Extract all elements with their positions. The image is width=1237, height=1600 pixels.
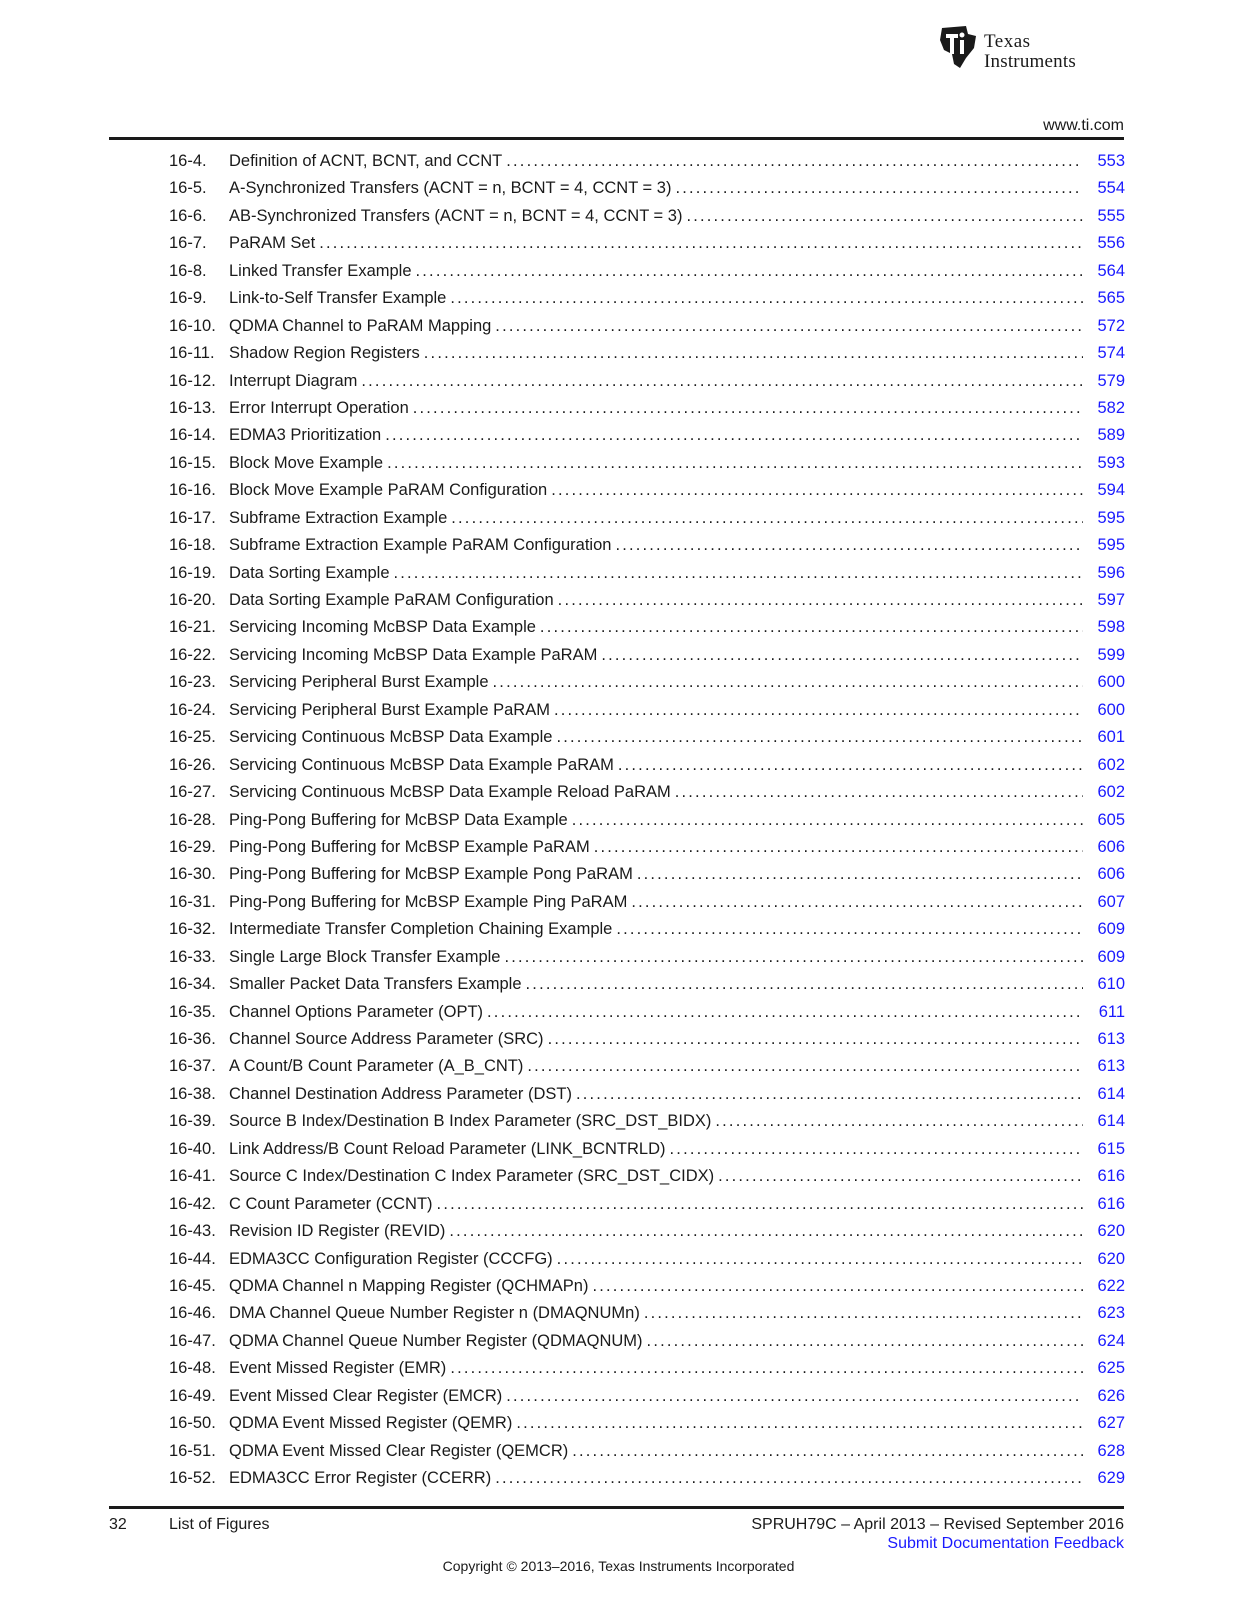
toc-entry[interactable] bbox=[169, 230, 1125, 257]
toc-entry[interactable] bbox=[169, 944, 1125, 971]
figure-title[interactable]: Servicing Incoming McBSP Data Example bbox=[229, 618, 536, 637]
toc-entry[interactable] bbox=[169, 505, 1125, 532]
toc-entry[interactable] bbox=[169, 669, 1125, 696]
dot-leader bbox=[449, 1218, 1083, 1245]
figure-number: 16-5. bbox=[169, 179, 207, 198]
figure-title[interactable]: C Count Parameter (CCNT) bbox=[229, 1194, 433, 1213]
toc-entry[interactable] bbox=[169, 1300, 1125, 1327]
figure-number: 16-12. bbox=[169, 371, 216, 390]
toc-entry[interactable] bbox=[169, 395, 1125, 422]
dot-leader bbox=[647, 1328, 1083, 1355]
dot-leader bbox=[592, 1273, 1083, 1300]
toc-entry[interactable] bbox=[169, 148, 1125, 175]
page-link[interactable]: 628 bbox=[1097, 1441, 1125, 1460]
figure-title[interactable]: Ping-Pong Buffering for McBSP Example Pong PaRAM bbox=[229, 865, 633, 884]
toc-entry[interactable] bbox=[169, 889, 1125, 916]
ti-wordmark bbox=[984, 32, 1076, 71]
dot-leader bbox=[504, 944, 1083, 971]
figure-title[interactable]: QDMA Event Missed Clear Register (QEMCR) bbox=[229, 1441, 569, 1460]
dot-leader bbox=[557, 1246, 1083, 1273]
dot-leader bbox=[487, 999, 1083, 1026]
dot-leader bbox=[637, 861, 1083, 888]
page-link[interactable]: 620 bbox=[1097, 1222, 1125, 1241]
figure-title[interactable]: Servicing Continuous McBSP Data Example Reload PaRAM bbox=[229, 783, 671, 802]
figure-number: 16-37. bbox=[169, 1057, 216, 1076]
dot-leader bbox=[572, 807, 1083, 834]
dot-leader bbox=[615, 532, 1083, 559]
figure-title[interactable]: Source B Index/Destination B Index Parameter (SRC_DST_BIDX) bbox=[229, 1112, 712, 1131]
logo-line1: Texas bbox=[984, 31, 1031, 52]
dot-leader bbox=[527, 1053, 1083, 1080]
page-link[interactable]: 574 bbox=[1097, 344, 1125, 363]
dot-leader bbox=[416, 258, 1083, 285]
figure-number: 16-40. bbox=[169, 1139, 216, 1158]
dot-leader bbox=[516, 1410, 1083, 1437]
figure-number: 16-45. bbox=[169, 1276, 216, 1295]
page-link[interactable]: 625 bbox=[1097, 1359, 1125, 1378]
page-link[interactable]: 554 bbox=[1097, 179, 1125, 198]
dot-leader bbox=[319, 230, 1083, 257]
figure-title[interactable]: Event Missed Register (EMR) bbox=[229, 1359, 447, 1378]
figure-number: 16-6. bbox=[169, 206, 207, 225]
figure-number: 16-11. bbox=[169, 344, 215, 363]
page-link[interactable]: 602 bbox=[1097, 755, 1125, 774]
page-link[interactable]: 602 bbox=[1097, 783, 1125, 802]
figure-title[interactable]: Servicing Continuous McBSP Data Example bbox=[229, 728, 553, 747]
figure-title[interactable]: QDMA Event Missed Register (QEMR) bbox=[229, 1414, 513, 1433]
figure-number: 16-24. bbox=[169, 700, 216, 719]
dot-leader bbox=[718, 1163, 1083, 1190]
toc-entry[interactable] bbox=[169, 1355, 1125, 1382]
figure-title[interactable]: Event Missed Clear Register (EMCR) bbox=[229, 1386, 503, 1405]
figure-number: 16-48. bbox=[169, 1359, 216, 1378]
page-link[interactable]: 610 bbox=[1097, 975, 1125, 994]
dot-leader bbox=[387, 450, 1083, 477]
toc-entry[interactable] bbox=[169, 1163, 1125, 1190]
page-link[interactable]: 564 bbox=[1097, 261, 1125, 280]
toc-entry[interactable] bbox=[169, 807, 1125, 834]
figure-title[interactable]: QDMA Channel n Mapping Register (QCHMAPn) bbox=[229, 1276, 589, 1295]
page-link[interactable]: 623 bbox=[1097, 1304, 1125, 1323]
dot-leader bbox=[576, 1081, 1083, 1108]
toc-entry[interactable] bbox=[169, 368, 1125, 395]
toc-entry[interactable] bbox=[169, 916, 1125, 943]
dot-leader bbox=[556, 724, 1083, 751]
site-url[interactable]: www.ti.com bbox=[1043, 117, 1124, 134]
toc-entry[interactable] bbox=[169, 1246, 1125, 1273]
figure-title[interactable]: Subframe Extraction Example bbox=[229, 508, 448, 527]
dot-leader bbox=[506, 148, 1083, 175]
toc-entry[interactable] bbox=[169, 313, 1125, 340]
page-link[interactable]: 553 bbox=[1097, 152, 1125, 170]
figure-title[interactable]: Link Address/B Count Reload Parameter (LINK_BCNTRLD) bbox=[229, 1139, 666, 1158]
toc-entry[interactable] bbox=[169, 1438, 1125, 1465]
dot-leader bbox=[675, 779, 1083, 806]
dot-leader bbox=[437, 1191, 1083, 1218]
figure-number: 16-30. bbox=[169, 865, 216, 884]
figure-title[interactable]: Servicing Incoming McBSP Data Example PaRAM bbox=[229, 645, 598, 664]
figure-title[interactable]: Subframe Extraction Example PaRAM Configuration bbox=[229, 536, 612, 555]
toc-entry[interactable] bbox=[169, 1108, 1125, 1135]
dot-leader bbox=[686, 203, 1083, 230]
figure-title[interactable]: Channel Destination Address Parameter (DST) bbox=[229, 1084, 572, 1103]
figure-title[interactable]: Source C Index/Destination C Index Parameter (SRC_DST_CIDX) bbox=[229, 1167, 715, 1186]
section-title: List of Figures bbox=[169, 1516, 270, 1533]
figure-title[interactable]: DMA Channel Queue Number Register n (DMAQNUMn) bbox=[229, 1304, 640, 1323]
toc-entry[interactable] bbox=[169, 614, 1125, 641]
figure-title[interactable]: Channel Options Parameter (OPT) bbox=[229, 1002, 484, 1021]
figure-title[interactable]: Block Move Example PaRAM Configuration bbox=[229, 481, 548, 500]
toc-entry[interactable] bbox=[169, 724, 1125, 751]
dot-leader bbox=[558, 587, 1083, 614]
ti-logo bbox=[936, 24, 1126, 70]
figure-number: 16-31. bbox=[169, 892, 216, 911]
dot-leader bbox=[540, 614, 1083, 641]
figure-number: 16-15. bbox=[169, 453, 216, 472]
figure-number: 16-27. bbox=[169, 783, 216, 802]
figure-title[interactable]: Definition of ACNT, BCNT, and CCNT bbox=[229, 152, 503, 170]
page-link[interactable]: 613 bbox=[1097, 1057, 1125, 1076]
figure-title[interactable]: Block Move Example bbox=[229, 453, 384, 472]
dot-leader bbox=[450, 1355, 1083, 1382]
dot-leader bbox=[631, 889, 1083, 916]
dot-leader bbox=[616, 916, 1083, 943]
figure-title[interactable]: EDMA3CC Error Register (CCERR) bbox=[229, 1469, 492, 1487]
toc-entry[interactable] bbox=[169, 1465, 1125, 1492]
page-link[interactable]: 598 bbox=[1097, 618, 1125, 637]
figure-title[interactable]: QDMA Channel to PaRAM Mapping bbox=[229, 316, 492, 335]
figure-title[interactable]: Servicing Peripheral Burst Example bbox=[229, 673, 489, 692]
figure-number: 16-51. bbox=[169, 1441, 216, 1460]
page-link[interactable]: 555 bbox=[1097, 206, 1125, 225]
page-link[interactable]: 601 bbox=[1097, 728, 1125, 747]
dot-leader bbox=[601, 642, 1083, 669]
page-number: 32 bbox=[109, 1516, 127, 1533]
figure-number: 16-46. bbox=[169, 1304, 216, 1323]
figure-number: 16-10. bbox=[169, 316, 216, 335]
figure-title[interactable]: Intermediate Transfer Completion Chaining Example bbox=[229, 920, 613, 939]
dot-leader bbox=[493, 669, 1083, 696]
toc-entry[interactable] bbox=[169, 258, 1125, 285]
figure-number: 16-34. bbox=[169, 975, 216, 994]
dot-leader bbox=[495, 1465, 1083, 1492]
page-link[interactable]: 627 bbox=[1097, 1414, 1125, 1433]
page-link[interactable]: 565 bbox=[1097, 289, 1125, 308]
figure-title[interactable]: EDMA3CC Configuration Register (CCCFG) bbox=[229, 1249, 553, 1268]
page-link[interactable]: 582 bbox=[1097, 398, 1125, 417]
dot-leader bbox=[451, 505, 1083, 532]
figure-number: 16-14. bbox=[169, 426, 216, 445]
page-link[interactable]: 613 bbox=[1097, 1030, 1125, 1048]
toc-entry[interactable] bbox=[169, 340, 1125, 367]
figure-title[interactable]: Smaller Packet Data Transfers Example bbox=[229, 975, 522, 994]
figure-title[interactable]: PaRAM Set bbox=[229, 234, 316, 253]
figure-title[interactable]: Data Sorting Example bbox=[229, 563, 390, 582]
page-link[interactable]: 589 bbox=[1097, 426, 1125, 445]
page-link[interactable]: 600 bbox=[1097, 673, 1125, 692]
copyright: Copyright © 2013–2016, Texas Instruments Incorporated bbox=[442, 1558, 795, 1574]
figure-number: 16-36. bbox=[169, 1030, 216, 1048]
page-link[interactable]: 626 bbox=[1097, 1386, 1125, 1405]
figure-number: 16-32. bbox=[169, 920, 216, 939]
dot-leader bbox=[413, 395, 1083, 422]
figure-number: 16-8. bbox=[169, 261, 207, 280]
page-link[interactable]: 599 bbox=[1097, 645, 1125, 664]
figure-number: 16-43. bbox=[169, 1222, 216, 1241]
toc-entry[interactable] bbox=[169, 560, 1125, 587]
feedback-link[interactable]: Submit Documentation Feedback bbox=[887, 1535, 1124, 1552]
dot-leader bbox=[594, 834, 1083, 861]
figure-number: 16-22. bbox=[169, 645, 216, 664]
figure-title[interactable]: Interrupt Diagram bbox=[229, 371, 358, 390]
figure-title[interactable]: Ping-Pong Buffering for McBSP Example PaRAM bbox=[229, 837, 590, 856]
page-link[interactable]: 596 bbox=[1097, 563, 1125, 582]
figure-title[interactable]: Servicing Continuous McBSP Data Example PaRAM bbox=[229, 755, 614, 774]
toc-entry[interactable] bbox=[169, 642, 1125, 669]
figure-title[interactable]: Single Large Block Transfer Example bbox=[229, 947, 501, 966]
figure-number: 16-9. bbox=[169, 289, 207, 308]
figure-title[interactable]: AB-Synchronized Transfers (ACNT = n, BCNT = 4, CCNT = 3) bbox=[229, 206, 683, 225]
toc-entry[interactable] bbox=[169, 203, 1125, 230]
page-link[interactable]: 572 bbox=[1097, 316, 1125, 335]
figure-number: 16-17. bbox=[169, 508, 216, 527]
page-link[interactable]: 606 bbox=[1097, 837, 1125, 856]
figure-title[interactable]: A-Synchronized Transfers (ACNT = n, BCNT = 4, CCNT = 3) bbox=[229, 179, 672, 198]
toc-entry[interactable] bbox=[169, 999, 1125, 1026]
toc-entry[interactable] bbox=[169, 1053, 1125, 1080]
figure-number: 16-23. bbox=[169, 673, 216, 692]
toc-entry[interactable] bbox=[169, 697, 1125, 724]
figure-number: 16-28. bbox=[169, 810, 216, 829]
page-link[interactable]: 615 bbox=[1097, 1139, 1125, 1158]
footer-rule bbox=[109, 1506, 1124, 1509]
toc-entry[interactable] bbox=[169, 1136, 1125, 1163]
figure-title[interactable]: Revision ID Register (REVID) bbox=[229, 1222, 446, 1241]
dot-leader bbox=[644, 1300, 1083, 1327]
figure-number: 16-16. bbox=[169, 481, 216, 500]
toc-entry[interactable] bbox=[169, 1026, 1125, 1053]
toc-entry[interactable] bbox=[169, 450, 1125, 477]
figure-number: 16-19. bbox=[169, 563, 216, 582]
page-link[interactable]: 609 bbox=[1097, 947, 1125, 966]
page-link[interactable]: 607 bbox=[1097, 892, 1125, 911]
page-link[interactable]: 579 bbox=[1097, 371, 1125, 390]
figure-title[interactable]: QDMA Channel Queue Number Register (QDMAQNUM) bbox=[229, 1331, 643, 1350]
figure-number: 16-20. bbox=[169, 591, 216, 609]
page-link[interactable]: 605 bbox=[1097, 810, 1125, 829]
document-id: SPRUH79C – April 2013 – Revised September 2016 bbox=[751, 1516, 1124, 1533]
dot-leader bbox=[495, 313, 1083, 340]
logo-line2: Instruments bbox=[984, 51, 1076, 72]
figure-title[interactable]: Ping-Pong Buffering for McBSP Example Ping PaRAM bbox=[229, 892, 628, 911]
toc-entry[interactable] bbox=[169, 285, 1125, 312]
toc-entry[interactable] bbox=[169, 1273, 1125, 1300]
figure-number: 16-18. bbox=[169, 536, 216, 555]
page-link[interactable]: 629 bbox=[1097, 1469, 1125, 1487]
dot-leader bbox=[548, 1026, 1083, 1053]
page-link[interactable]: 624 bbox=[1097, 1331, 1125, 1350]
header-rule bbox=[109, 137, 1124, 140]
page-link[interactable]: 616 bbox=[1097, 1194, 1125, 1213]
figure-number: 16-21. bbox=[169, 618, 216, 637]
figure-title[interactable]: EDMA3 Prioritization bbox=[229, 426, 382, 445]
figure-number: 16-38. bbox=[169, 1084, 216, 1103]
figure-number: 16-42. bbox=[169, 1194, 216, 1213]
page-link[interactable]: 594 bbox=[1097, 481, 1125, 500]
figure-title[interactable]: Shadow Region Registers bbox=[229, 344, 420, 363]
toc-entry[interactable] bbox=[169, 1081, 1125, 1108]
toc-entry[interactable] bbox=[169, 587, 1125, 614]
page-link[interactable]: 606 bbox=[1097, 865, 1125, 884]
dot-leader bbox=[572, 1438, 1083, 1465]
figure-title[interactable]: Error Interrupt Operation bbox=[229, 398, 409, 417]
ti-logo-icon bbox=[936, 24, 980, 70]
page-link[interactable]: 556 bbox=[1097, 234, 1125, 253]
list-of-figures bbox=[169, 148, 1125, 1492]
page-link[interactable]: 609 bbox=[1097, 920, 1125, 939]
page-link[interactable]: 622 bbox=[1097, 1276, 1125, 1295]
toc-entry[interactable] bbox=[169, 1218, 1125, 1245]
page-link[interactable]: 614 bbox=[1097, 1112, 1125, 1131]
figure-number: 16-4. bbox=[169, 152, 207, 170]
dot-leader bbox=[618, 752, 1083, 779]
dot-leader bbox=[424, 340, 1083, 367]
toc-entry[interactable] bbox=[169, 1383, 1125, 1410]
figure-number: 16-29. bbox=[169, 837, 216, 856]
figure-number: 16-41. bbox=[169, 1167, 216, 1186]
page-link[interactable]: 614 bbox=[1097, 1084, 1125, 1103]
toc-entry[interactable] bbox=[169, 861, 1125, 888]
figure-number: 16-35. bbox=[169, 1002, 216, 1021]
dot-leader bbox=[551, 477, 1083, 504]
figure-title[interactable]: Linked Transfer Example bbox=[229, 261, 412, 280]
dot-leader bbox=[715, 1108, 1083, 1135]
toc-entry[interactable] bbox=[169, 1328, 1125, 1355]
figure-title[interactable]: Servicing Peripheral Burst Example PaRAM bbox=[229, 700, 550, 719]
toc-entry[interactable] bbox=[169, 422, 1125, 449]
toc-entry[interactable] bbox=[169, 1191, 1125, 1218]
dot-leader bbox=[670, 1136, 1083, 1163]
figure-number: 16-25. bbox=[169, 728, 216, 747]
figure-title[interactable]: Data Sorting Example PaRAM Configuration bbox=[229, 591, 554, 609]
figure-title[interactable]: Ping-Pong Buffering for McBSP Data Example bbox=[229, 810, 568, 829]
page-link[interactable]: 616 bbox=[1097, 1167, 1125, 1186]
page-link[interactable]: 611 bbox=[1098, 1002, 1125, 1021]
toc-entry[interactable] bbox=[169, 1410, 1125, 1437]
toc-entry[interactable] bbox=[169, 477, 1125, 504]
toc-entry[interactable] bbox=[169, 971, 1125, 998]
toc-entry[interactable] bbox=[169, 532, 1125, 559]
dot-leader bbox=[506, 1383, 1083, 1410]
dot-leader bbox=[361, 368, 1083, 395]
figure-title[interactable]: A Count/B Count Parameter (A_B_CNT) bbox=[229, 1057, 524, 1076]
figure-number: 16-50. bbox=[169, 1414, 216, 1433]
figure-number: 16-44. bbox=[169, 1249, 216, 1268]
dot-leader bbox=[450, 285, 1083, 312]
dot-leader bbox=[385, 422, 1083, 449]
dot-leader bbox=[675, 175, 1083, 202]
page-link[interactable]: 600 bbox=[1097, 700, 1125, 719]
figure-number: 16-33. bbox=[169, 947, 216, 966]
figure-title[interactable]: Channel Source Address Parameter (SRC) bbox=[229, 1030, 544, 1048]
dot-leader bbox=[554, 697, 1083, 724]
figure-title[interactable]: Link-to-Self Transfer Example bbox=[229, 289, 447, 308]
figure-number: 16-7. bbox=[169, 234, 207, 253]
figure-number: 16-47. bbox=[169, 1331, 216, 1350]
figure-number: 16-39. bbox=[169, 1112, 216, 1131]
page-link[interactable]: 595 bbox=[1097, 536, 1125, 555]
figure-number: 16-52. bbox=[169, 1469, 216, 1487]
page-link[interactable]: 595 bbox=[1097, 508, 1125, 527]
toc-entry[interactable] bbox=[169, 752, 1125, 779]
toc-entry[interactable] bbox=[169, 779, 1125, 806]
figure-number: 16-49. bbox=[169, 1386, 216, 1405]
dot-leader bbox=[394, 560, 1084, 587]
dot-leader bbox=[526, 971, 1083, 998]
toc-entry[interactable] bbox=[169, 834, 1125, 861]
toc-entry[interactable] bbox=[169, 175, 1125, 202]
page-link[interactable]: 597 bbox=[1097, 591, 1125, 609]
figure-number: 16-26. bbox=[169, 755, 216, 774]
page-link[interactable]: 593 bbox=[1097, 453, 1125, 472]
page-link[interactable]: 620 bbox=[1097, 1249, 1125, 1268]
figure-number: 16-13. bbox=[169, 398, 216, 417]
